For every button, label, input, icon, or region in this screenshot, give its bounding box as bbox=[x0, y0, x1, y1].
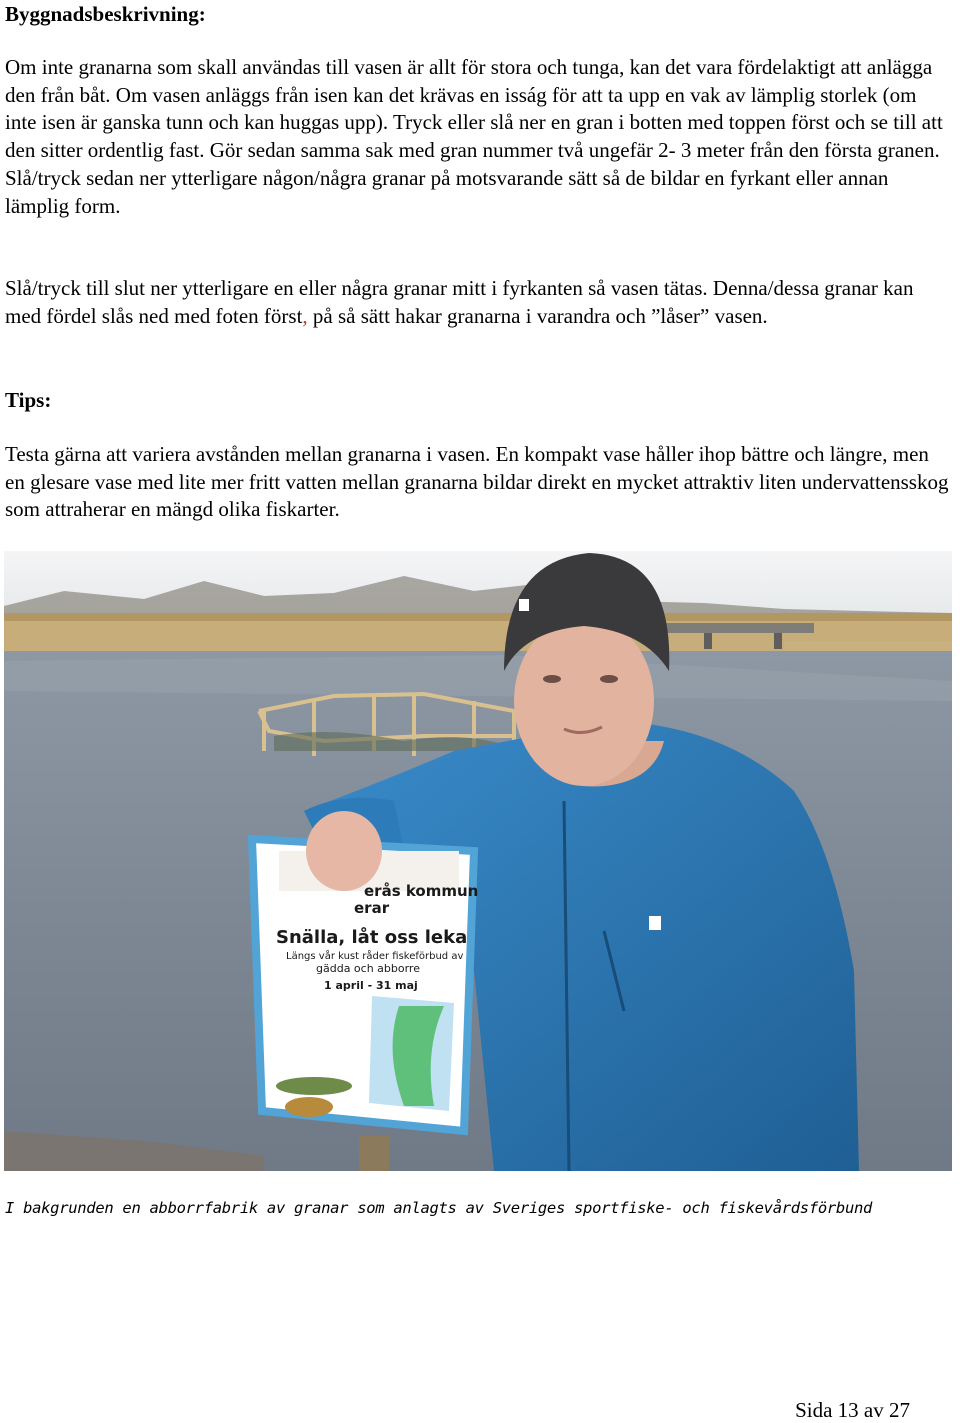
paragraph-description: Om inte granarna som skall användas till vasen är allt för stora och tunga, kan det vara fördelaktigt att anlägga den från båt. Om vasen anläggs från isen kan det krävas en isság för att ta upp en vak av lämplig storlek (om inte isen är ganska tunn och kan huggas upp). Tryck eller slå ner en gran i botten med toppen först och se till att den sitter ordentlig fast. Gör sedan samma sak med gran nummer två ungefär 2- 3 meter från den första granen. Slå/tryck sedan ner ytterligare någon/några granar på motsvarande sätt så de bildar en fyrkant eller annan lämplig form. bbox=[5, 55, 943, 218]
photo-man-with-sign bbox=[4, 551, 952, 1171]
heading-byggnadsbeskrivning: Byggnadsbeskrivning: bbox=[5, 2, 206, 26]
paragraph-tips: Testa gärna att variera avstånden mellan granarna i vasen. En kompakt vase håller ihop bättre och längre, men en glesare vase med lite mer fritt vatten mellan granarna bildar direkt en mycket attraktiv liten undervattensskog som attraherar en mängd olika fiskarter. bbox=[5, 442, 949, 522]
heading-tips: Tips: bbox=[5, 388, 52, 412]
sign-dates: 1 april - 31 maj bbox=[324, 979, 418, 992]
sign-sub-2: gädda och abborre bbox=[316, 962, 420, 975]
photo-caption: I bakgrunden en abborrfabrik av granar som anlagts av Sveriges sportfiske- och fiskevårdsförbund bbox=[5, 1199, 873, 1217]
paragraph-finish-part-2: på så sätt hakar granarna i varandra och ”låser” vasen. bbox=[307, 303, 768, 328]
sign-title: Snälla, låt oss leka bbox=[276, 927, 468, 948]
paragraph-finish bbox=[5, 275, 950, 330]
sign-line-1: erås kommun bbox=[364, 882, 479, 900]
paragraph-finish-part-1: Slå/tryck till slut ner ytterligare en eller några granar mitt i fyrkanten så vasen tätas. Denna/dessa granar kan med fördel slås ned med foten först bbox=[5, 276, 914, 328]
sign-line-2: erar bbox=[354, 899, 390, 917]
sign-sub-1: Längs vår kust råder fiskeförbud av bbox=[286, 951, 464, 962]
red-comma: , bbox=[302, 303, 308, 328]
page-number: Sida 13 av 27 bbox=[795, 1398, 910, 1422]
